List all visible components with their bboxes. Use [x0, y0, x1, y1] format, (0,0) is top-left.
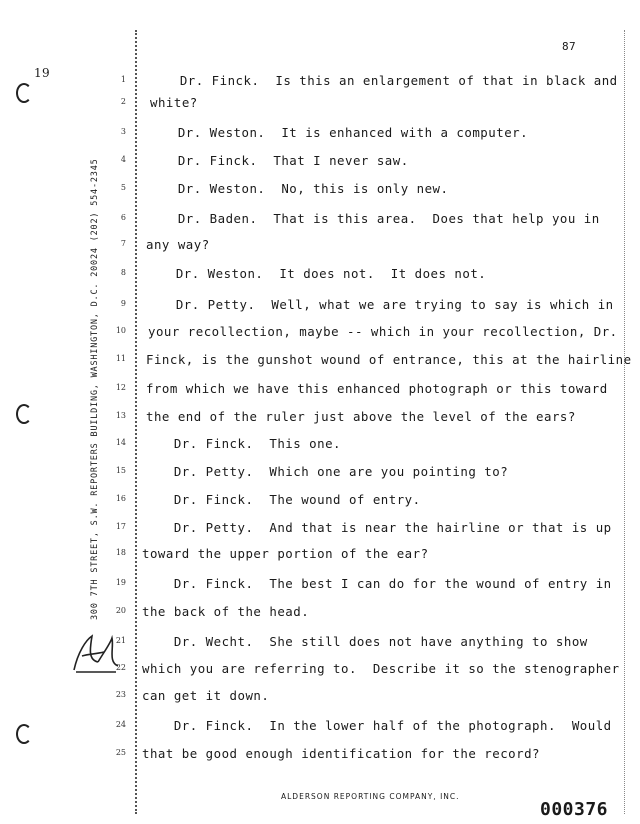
side-number: 19: [34, 66, 51, 80]
transcript-line: can get it down.: [142, 688, 270, 703]
binder-hole-bottom: [16, 724, 32, 744]
transcript-line: the back of the head.: [142, 604, 310, 619]
line-number: 16: [115, 494, 126, 503]
line-number: 23: [115, 690, 126, 699]
line-number: 22: [115, 663, 126, 672]
line-number: 5: [120, 183, 126, 192]
right-margin-rule: [624, 30, 625, 814]
line-number: 12: [115, 383, 126, 392]
transcript-line: Finck, is the gunshot wound of entrance, this at the hairline: [146, 352, 632, 367]
line-number: 19: [115, 578, 126, 587]
transcript-line: from which we have this enhanced photograph or this toward: [146, 381, 608, 396]
line-number: 24: [115, 720, 126, 729]
line-number: 7: [120, 239, 126, 248]
line-number: 15: [115, 466, 126, 475]
transcript-line: Dr. Petty. And that is near the hairline or that is up: [142, 520, 612, 535]
document-id: 000376: [540, 799, 609, 820]
line-number: 8: [120, 268, 126, 277]
line-number: 18: [115, 548, 126, 557]
transcript-line: the end of the ruler just above the level of the ears?: [146, 409, 576, 424]
line-number: 6: [120, 213, 126, 222]
transcript-line: Dr. Weston. It does not. It does not.: [144, 266, 487, 281]
transcript-line: toward the upper portion of the ear?: [142, 546, 429, 561]
transcript-line: Dr. Finck. The wound of entry.: [142, 492, 421, 507]
transcript-line: white?: [150, 95, 198, 110]
line-number: 13: [115, 411, 126, 420]
line-number: 3: [120, 127, 126, 136]
transcript-line: Dr. Petty. Which one are you pointing to?: [142, 464, 509, 479]
transcript-line: Dr. Petty. Well, what we are trying to say is which in: [144, 297, 614, 312]
reporter-address: 300 7TH STREET, S.W. REPORTERS BUILDING, WASHINGTON, D.C. 20024 (202) 554-2345: [90, 158, 100, 620]
transcript-line: Dr. Finck. This one.: [142, 436, 341, 451]
transcript-line: Dr. Weston. It is enhanced with a computer.: [146, 125, 529, 140]
line-number: 11: [115, 354, 126, 363]
transcript-line: Dr. Weston. No, this is only new.: [146, 181, 449, 196]
transcript-line: which you are referring to. Describe it so the stenographer: [142, 661, 620, 676]
line-number: 4: [120, 155, 126, 164]
transcript-line: Dr. Finck. That I never saw.: [146, 153, 409, 168]
binder-hole-middle: [16, 404, 32, 424]
line-number: 10: [115, 326, 126, 335]
transcript-line: Dr. Baden. That is this area. Does that help you in: [146, 211, 600, 226]
line-number: 1: [120, 75, 126, 84]
binder-hole-top: [16, 83, 32, 103]
transcript-line: Dr. Finck. Is this an enlargement of that in black and: [148, 73, 618, 88]
reporting-company-footer: ALDERSON REPORTING COMPANY, INC.: [281, 792, 460, 801]
line-number: 2: [120, 97, 126, 106]
line-number: 20: [115, 606, 126, 615]
transcript-line: Dr. Finck. In the lower half of the photograph. Would: [142, 718, 612, 733]
transcript-line: any way?: [146, 237, 210, 252]
line-number: 17: [115, 522, 126, 531]
line-number: 14: [115, 438, 126, 447]
line-number: 21: [115, 636, 126, 645]
left-margin-rule: [135, 30, 137, 814]
transcript-line: Dr. Wecht. She still does not have anything to show: [142, 634, 588, 649]
page-number: 87: [562, 40, 577, 53]
transcript-line: your recollection, maybe -- which in your recollection, Dr.: [148, 324, 618, 339]
line-number: 25: [115, 748, 126, 757]
line-number: 9: [120, 299, 126, 308]
transcript-line: Dr. Finck. The best I can do for the wound of entry in: [142, 576, 612, 591]
transcript-line: that be good enough identification for the record?: [142, 746, 540, 761]
